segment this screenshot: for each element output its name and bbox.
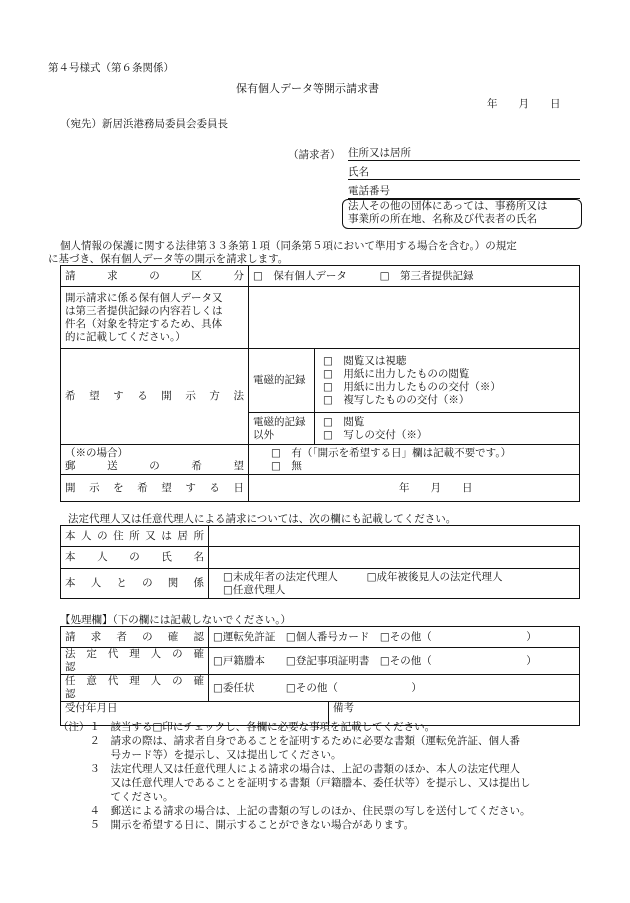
remarks-label: 備考 (329, 702, 580, 726)
relation-row (61, 569, 580, 599)
mail-opt-no[interactable]: □ 無 (271, 459, 302, 472)
addressee: （宛先）新居浜港務局委員会委員長 (60, 118, 228, 130)
principal-table (60, 525, 580, 599)
notes (58, 720, 531, 832)
mail-row (61, 445, 580, 475)
request-table (60, 265, 580, 502)
principal-name-row (61, 547, 580, 569)
content-row (61, 287, 580, 349)
voluntary-agent-check-row (61, 675, 580, 702)
relation-opt-minor[interactable]: □未成年者の法定代理人 (223, 570, 338, 583)
form-number: 第４号様式（第６条関係） (48, 62, 174, 74)
category-opt-third-party[interactable]: □ 第三者提供記録 (379, 269, 474, 282)
note-3a: ３ 法定代理人又は任意代理人による請求の場合は、上記の書類のほか、本人の法定代理人 (58, 763, 520, 775)
non-electronic-options (315, 413, 580, 445)
note-2b: 号カード等）を提示し、又は提出してください。 (58, 749, 342, 761)
legal-agent-check-row (61, 648, 580, 675)
corporation-note (348, 200, 547, 226)
category-opt-personal-data[interactable]: □ 保有個人データ (253, 269, 347, 282)
requester-label: （請求者） (288, 149, 341, 161)
corporation-note-line2: 事業所の所在地、名称及び代表者の氏名 (348, 213, 537, 225)
category-label: 請 求 の 区 分 (61, 266, 249, 287)
processing-table (60, 626, 580, 726)
category-row (61, 266, 580, 287)
requester-phone-label: 電話番号 (348, 185, 390, 197)
requester-check-label: 請 求 者 の 確 認 (61, 627, 209, 648)
note-4: ４ 郵送による請求の場合は、上記の書類の写しのほか、住民票の写しを送付してください。 (58, 805, 531, 817)
principal-address-row (61, 526, 580, 547)
note-3c: てください。 (58, 791, 174, 803)
principal-name-input[interactable] (209, 547, 580, 569)
requester-phone-field[interactable] (348, 183, 580, 199)
content-label-line2: は第三者提供記録の内容若しくは (65, 304, 223, 317)
method-electronic-row (61, 349, 580, 413)
corporation-note-line1: 法人その他の団体にあっては、事務所又は (348, 200, 548, 212)
note-5: ５ 開示を希望する日に、開示することができない場合があります。 (58, 819, 415, 831)
electronic-label: 電磁的記録 (249, 349, 315, 413)
principal-name-label: 本 人 の 氏 名 (61, 547, 209, 569)
non-electronic-label-line1: 電磁的記録 (253, 415, 306, 428)
principal-address-input[interactable] (209, 526, 580, 547)
electronic-options (315, 349, 580, 413)
non-electronic-label (249, 413, 315, 445)
date-wish-label: 開 示 を 希 望 す る 日 (61, 475, 249, 502)
electronic-opt-print-view[interactable]: □ 用紙に出力したものの閲覧 (323, 367, 470, 380)
category-options (249, 266, 580, 287)
relation-opt-adult-ward[interactable]: □成年被後見人の法定代理人 (366, 570, 503, 583)
content-label (61, 287, 249, 349)
method-label: 希 望 す る 開 示 方 法 (61, 349, 249, 445)
content-input[interactable] (249, 287, 580, 349)
date-wish-text: 年 月 日 (399, 481, 473, 494)
relation-label: 本 人 と の 関 係 (61, 569, 209, 599)
requester-address-label: 住所又は居所 (348, 147, 411, 159)
form-title: 保有個人データ等開示請求書 (236, 82, 379, 95)
content-label-line1: 開示請求に係る保有個人データ又 (65, 291, 223, 304)
requester-name-label: 氏名 (348, 166, 369, 178)
requester-address-field[interactable] (348, 145, 580, 161)
electronic-opt-copy-deliver[interactable]: □ 複写したものの交付（※） (323, 393, 470, 406)
electronic-opt-print-deliver[interactable]: □ 用紙に出力したものの交付（※） (323, 380, 501, 393)
relation-opt-voluntary[interactable]: □任意代理人 (223, 583, 286, 596)
requester-check-options: □運転免許証 □個人番号カード □その他（ ） (209, 627, 580, 648)
requester-check-row (61, 627, 580, 648)
non-electronic-opt-view[interactable]: □ 閲覧 (323, 415, 365, 428)
legal-agent-check-label: 法 定 代 理 人 の 確 認 (61, 648, 209, 675)
mail-label: 郵 送 の 希 望 (65, 459, 244, 472)
date-wish-value[interactable] (249, 475, 580, 502)
date-wish-row (61, 475, 580, 502)
voluntary-agent-check-options: □委任状 □その他（ ） (209, 675, 580, 702)
note-1: （注）１ 該当する□印にチェックし、各欄に必要な事項を記載してください。 (58, 721, 436, 733)
mail-opt-yes[interactable]: □ 有（「開示を希望する日」欄は記載不要です。） (271, 446, 512, 459)
note-3b: 又は任意代理人であることを証明する書類（戸籍謄本、委任状等）を提示し、又は提出し (58, 777, 531, 789)
mail-note: （※の場合） (65, 446, 128, 459)
relation-options (209, 569, 580, 599)
non-electronic-opt-copy[interactable]: □ 写しの交付（※） (323, 428, 428, 441)
mail-options (249, 445, 580, 475)
requester-name-field[interactable] (348, 164, 580, 180)
intro-line1: 個人情報の保護に関する法律第３３条第１項（同条第５項において準用する場合を含む。）の規定 (60, 240, 517, 252)
legal-agent-check-options: □戸籍謄本 □登記事項証明書 □その他（ ） (209, 648, 580, 675)
processing-header: 【処理欄】（下の欄には記載しないでください。） (60, 614, 291, 626)
submission-date: 年 月 日 (487, 98, 561, 110)
content-label-line4: 的に記載してください。） (65, 330, 186, 343)
content-label-line3: 件名（対象を特定するため、具体 (65, 317, 223, 330)
note-2a: ２ 請求の際は、請求者自身であることを証明するために必要な書類（運転免許証、個人番 (58, 735, 520, 747)
principal-address-label: 本人の住所又は居所 (61, 526, 209, 547)
intro-line2: に基づき、保有個人データ等の開示を請求します。 (48, 253, 289, 265)
electronic-opt-view[interactable]: □ 閲覧又は視聴 (323, 354, 407, 367)
agent-note: 法定代理人又は任意代理人による請求については、次の欄にも記載してください。 (68, 513, 457, 525)
received-date-label: 受付年月日 (61, 702, 329, 726)
non-electronic-label-line2: 以外 (253, 428, 274, 441)
voluntary-agent-check-label: 任 意 代 理 人 の 確 認 (61, 675, 209, 702)
mail-label-cell (61, 445, 249, 475)
